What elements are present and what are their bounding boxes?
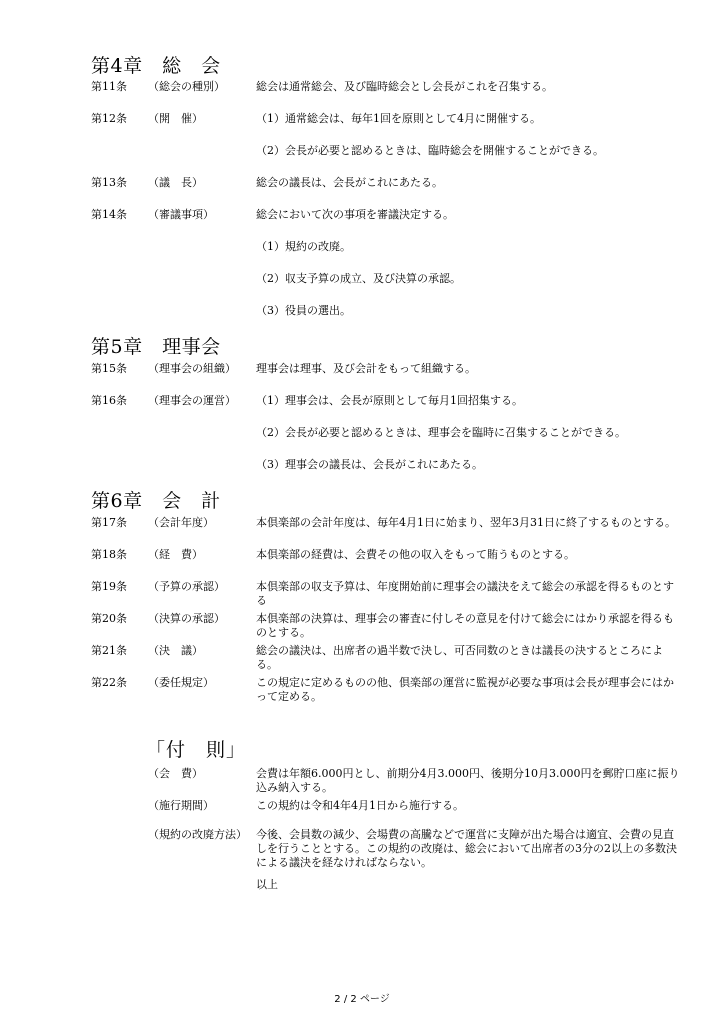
- article-title: （審議事項）: [148, 208, 214, 221]
- article-title: （会計年度）: [148, 516, 214, 529]
- supplement-item-body: 会費は年額6.000円とし、前期分4月3.000円、後期分10月3.000円を郵貯口座に振り込み納入する。: [256, 767, 680, 794]
- article-number: 第20条: [91, 612, 127, 625]
- article-14-item-2: （2）収支予算の成立、及び決算の承認。: [256, 272, 461, 285]
- article-body: 本倶楽部の経費は、会費その他の収入をもって賄うものとする。: [256, 548, 575, 561]
- article-body: 総会は通常総会、及び臨時総会とし会長がこれを召集する。: [256, 80, 553, 93]
- chapter-6-heading: 第6章 会 計: [91, 490, 221, 512]
- article-item-1: （1）理事会は、会長が原則として毎月1回招集する。: [256, 394, 523, 407]
- article-12-item-2: （2）会長が必要と認めるときは、臨時総会を開催することができる。: [256, 144, 604, 157]
- article-14-item-3: （3）役員の選出。: [256, 304, 351, 317]
- supplement-item-body: この規約は令和4年4月1日から施行する。: [256, 799, 464, 812]
- article-number: 第11条: [91, 80, 127, 93]
- article-body: 総会において次の事項を審議決定する。: [256, 208, 454, 221]
- article-number: 第18条: [91, 548, 127, 561]
- article-14-item-1: （1）規約の改廃。: [256, 240, 351, 253]
- article-16-item-2: （2）会長が必要と認めるときは、理事会を臨時に召集することができる。: [256, 426, 626, 439]
- chapter-5-heading: 第5章 理事会: [91, 336, 221, 358]
- article-title: （予算の承認）: [148, 580, 225, 593]
- article-title: （委任規定）: [148, 676, 214, 689]
- article-number: 第16条: [91, 394, 127, 407]
- article-number: 第21条: [91, 644, 127, 657]
- article-number: 第12条: [91, 112, 127, 125]
- article-title: （決算の承認）: [148, 612, 225, 625]
- article-16-item-3: （3）理事会の議長は、会長がこれにあたる。: [256, 458, 483, 471]
- article-number: 第22条: [91, 676, 127, 689]
- end-mark: 以上: [256, 878, 278, 891]
- article-item-1: （1）通常総会は、毎年1回を原則として4月に開催する。: [256, 112, 541, 125]
- article-body: この規定に定めるものの他、倶楽部の運営に監視が必要な事項は会長が理事会にはかって定める。: [256, 676, 674, 703]
- article-body: 本倶楽部の決算は、理事会の審査に付しその意見を付けて総会にはかり承認を得るものとする。: [256, 612, 674, 639]
- article-body: 総会の議決は、出席者の過半数で決し、可否同数のときは議長の決するところによる。: [256, 644, 663, 671]
- article-body: 本倶楽部の収支予算は、年度開始前に理事会の議決をえて総会の承認を得るものとする: [256, 580, 674, 607]
- supplement-heading: 「付 則」: [146, 739, 247, 761]
- article-number: 第14条: [91, 208, 127, 221]
- article-number: 第15条: [91, 362, 127, 375]
- article-body: 本倶楽部の会計年度は、毎年4月1日に始まり、翌年3月31日に終了するものとする。: [256, 516, 676, 529]
- article-title: （理事会の運営）: [148, 394, 236, 407]
- supplement-item-body: 今後、会員数の減少、会場費の高騰などで運営に支障が出た場合は適宜、会費の見直しを行うこととする。この規約の改廃は、総会において出席者の3分の2以上の多数決による議決を経なければならない。: [256, 828, 677, 869]
- article-title: （議 長）: [148, 176, 203, 189]
- article-body: 総会の議長は、会長がこれにあたる。: [256, 176, 443, 189]
- supplement-item-title: （規約の改廃方法）: [148, 828, 247, 841]
- page-footer: 2 / 2 ページ: [334, 994, 390, 1005]
- article-title: （経 費）: [148, 548, 203, 561]
- article-title: （理事会の組織）: [148, 362, 236, 375]
- supplement-item-title: （施行期間）: [148, 799, 214, 812]
- article-title: （開 催）: [148, 112, 203, 125]
- chapter-4-heading: 第4章 総 会: [91, 55, 221, 77]
- article-number: 第13条: [91, 176, 127, 189]
- article-title: （決 議）: [148, 644, 203, 657]
- article-title: （総会の種別）: [148, 80, 225, 93]
- article-number: 第17条: [91, 516, 127, 529]
- supplement-item-title: （会 費）: [148, 767, 203, 780]
- article-body: 理事会は理事、及び会計をもって組織する。: [256, 362, 476, 375]
- article-number: 第19条: [91, 580, 127, 593]
